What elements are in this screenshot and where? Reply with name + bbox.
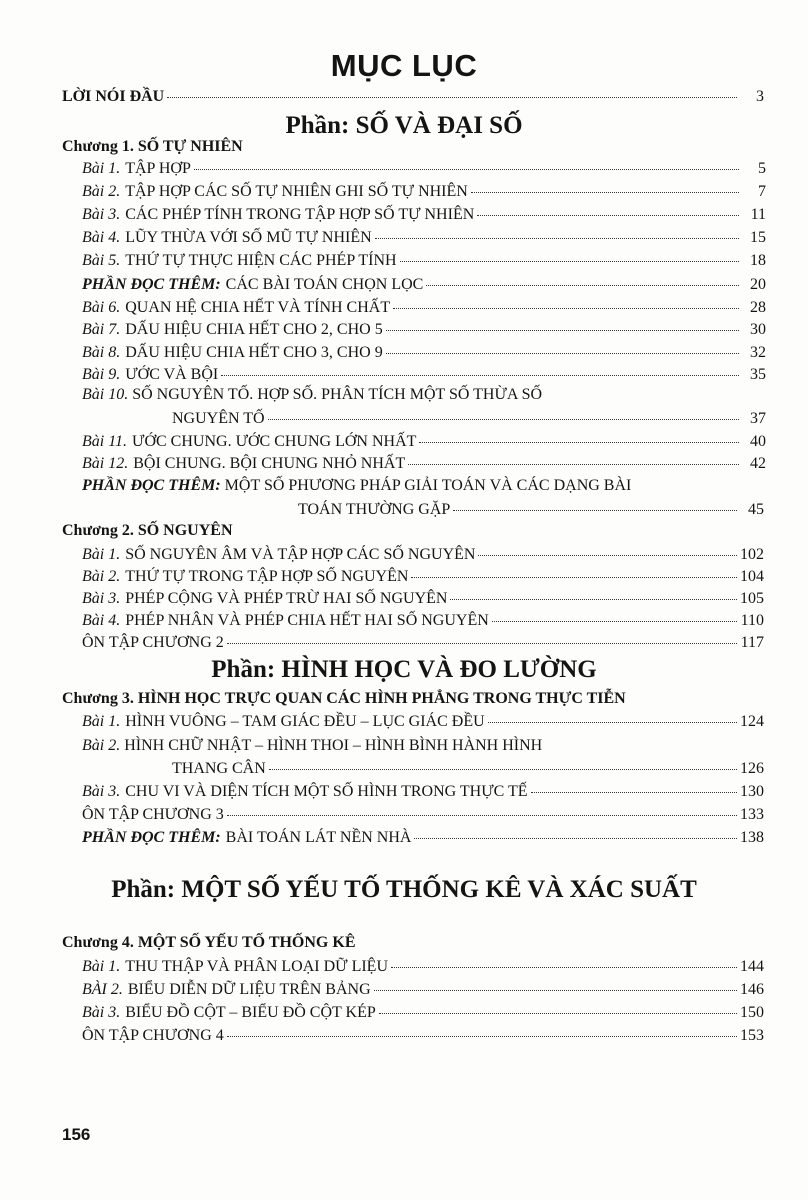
entry-text: BÀI TOÁN LÁT NỀN NHÀ bbox=[225, 829, 412, 846]
entry-label: Bài 11. bbox=[82, 433, 128, 450]
leader-dots bbox=[492, 621, 737, 622]
page-ref: 104 bbox=[740, 568, 764, 585]
toc-entry bbox=[82, 829, 764, 851]
leader-dots bbox=[269, 769, 737, 770]
toc-entry bbox=[82, 206, 766, 228]
part-title: Phần: HÌNH HỌC VÀ ĐO LƯỜNG bbox=[211, 656, 597, 683]
toc-entry bbox=[82, 455, 766, 477]
page-ref: 153 bbox=[740, 1027, 764, 1044]
leader-dots bbox=[414, 838, 737, 839]
page-ref: 40 bbox=[750, 433, 766, 450]
leader-dots bbox=[221, 375, 739, 376]
toc-entry bbox=[172, 760, 764, 782]
page-ref: 5 bbox=[758, 160, 766, 177]
entry-continuation: THANG CÂN bbox=[172, 760, 266, 777]
page-ref: 3 bbox=[756, 88, 764, 105]
entry-label: Bài 10. bbox=[82, 386, 129, 403]
entry-label: Bài 3. bbox=[82, 783, 121, 800]
part-title: Phần: MỘT SỐ YẾU TỐ THỐNG KÊ VÀ XÁC SUẤT bbox=[111, 876, 697, 903]
entry-text: LŨY THỪA VỚI SỐ MŨ TỰ NHIÊN bbox=[125, 229, 372, 246]
toc-entry bbox=[172, 410, 766, 432]
entry-text: ƯỚC VÀ BỘI bbox=[125, 366, 219, 383]
page-ref: 133 bbox=[740, 806, 764, 823]
entry-label: Bài 9. bbox=[82, 366, 121, 383]
toc-entry bbox=[82, 183, 766, 205]
leader-dots bbox=[408, 464, 739, 465]
toc-entry bbox=[82, 806, 764, 828]
page-ref: 42 bbox=[750, 455, 766, 472]
page-ref: 130 bbox=[740, 783, 764, 800]
entry-label: Bài 2. bbox=[82, 183, 121, 200]
toc-entry bbox=[82, 252, 766, 274]
entry-text: SỐ NGUYÊN TỐ. HỢP SỐ. PHÂN TÍCH MỘT SỐ THỪA SỐ bbox=[132, 386, 543, 403]
entry-label: Bài 1. bbox=[82, 713, 121, 730]
leader-dots bbox=[477, 215, 739, 216]
toc-entry bbox=[82, 276, 766, 298]
entry-label: Bài 1. bbox=[82, 546, 121, 563]
toc-entry bbox=[82, 433, 766, 455]
page-ref: 138 bbox=[740, 829, 764, 846]
page-ref: 126 bbox=[740, 760, 764, 777]
leader-dots bbox=[227, 643, 737, 644]
page-number: 156 bbox=[62, 1125, 91, 1144]
page-ref: 15 bbox=[750, 229, 766, 246]
page-ref: 32 bbox=[750, 344, 766, 361]
leader-dots bbox=[268, 419, 739, 420]
toc-entry-first-line bbox=[82, 477, 631, 495]
entry-text: ÔN TẬP CHƯƠNG 2 bbox=[82, 634, 224, 651]
toc-entry-intro bbox=[62, 88, 764, 110]
entry-label: Bài 6. bbox=[82, 299, 121, 316]
toc-entry bbox=[82, 958, 764, 980]
entry-text: BIỂU ĐỒ CỘT – BIỂU ĐỒ CỘT KÉP bbox=[125, 1004, 376, 1021]
page-ref: 146 bbox=[740, 981, 764, 998]
toc-entry bbox=[82, 590, 764, 612]
entry-text: THỨ TỰ THỰC HIỆN CÁC PHÉP TÍNH bbox=[125, 252, 397, 269]
toc-entry bbox=[82, 1027, 764, 1049]
entry-text: PHÉP CỘNG VÀ PHÉP TRỪ HAI SỐ NGUYÊN bbox=[125, 590, 448, 607]
entry-text: HÌNH CHỮ NHẬT – HÌNH THOI – HÌNH BÌNH HÀNH HÌNH bbox=[124, 737, 543, 754]
entry-label: PHẦN ĐỌC THÊM: bbox=[82, 477, 221, 494]
leader-dots bbox=[450, 599, 737, 600]
page-ref: 117 bbox=[740, 634, 764, 651]
page-ref: 11 bbox=[750, 206, 766, 223]
entry-label: Bài 2. bbox=[82, 737, 121, 754]
chapter-heading: Chương 2. SỐ NGUYÊN bbox=[62, 522, 233, 539]
page-ref: 144 bbox=[740, 958, 764, 975]
leader-dots bbox=[391, 967, 737, 968]
leader-dots bbox=[426, 285, 739, 286]
toc-entry bbox=[82, 713, 764, 735]
leader-dots bbox=[374, 990, 737, 991]
entry-text: MỘT SỐ PHƯƠNG PHÁP GIẢI TOÁN VÀ CÁC DẠNG BÀI bbox=[224, 477, 632, 494]
toc-entry bbox=[82, 612, 764, 634]
toc-entry bbox=[82, 634, 764, 656]
toc-entry bbox=[82, 321, 766, 343]
page-ref: 45 bbox=[748, 501, 764, 518]
entry-text: THU THẬP VÀ PHÂN LOẠI DỮ LIỆU bbox=[125, 958, 388, 975]
toc-entry-first-line bbox=[82, 737, 542, 755]
page-ref: 18 bbox=[750, 252, 766, 269]
leader-dots bbox=[531, 792, 737, 793]
page-ref: 28 bbox=[750, 299, 766, 316]
entry-text: DẤU HIỆU CHIA HẾT CHO 3, CHO 9 bbox=[125, 344, 383, 361]
page-title: MỤC LỤC bbox=[330, 48, 478, 83]
entry-text: CÁC BÀI TOÁN CHỌN LỌC bbox=[225, 276, 424, 293]
leader-dots bbox=[167, 97, 737, 98]
chapter-heading: Chương 1. SỐ TỰ NHIÊN bbox=[62, 138, 243, 155]
toc-entry bbox=[82, 568, 764, 590]
entry-continuation: NGUYÊN TỐ bbox=[172, 410, 265, 427]
page-ref: 105 bbox=[740, 590, 764, 607]
leader-dots bbox=[194, 169, 739, 170]
page-ref: 7 bbox=[758, 183, 766, 200]
page-ref: 37 bbox=[750, 410, 766, 427]
leader-dots bbox=[375, 238, 739, 239]
entry-label: Bài 1. bbox=[82, 958, 121, 975]
toc-entry bbox=[82, 546, 764, 568]
toc-entry bbox=[82, 783, 764, 805]
intro-text: LỜI NÓI ĐẦU bbox=[62, 88, 165, 105]
toc-entry-first-line bbox=[82, 386, 542, 404]
entry-label: Bài 4. bbox=[82, 229, 121, 246]
page-ref: 102 bbox=[740, 546, 764, 563]
entry-text: THỨ TỰ TRONG TẬP HỢP SỐ NGUYÊN bbox=[125, 568, 409, 585]
entry-text: DẤU HIỆU CHIA HẾT CHO 2, CHO 5 bbox=[125, 321, 383, 338]
page-ref: 35 bbox=[750, 366, 766, 383]
entry-continuation: TOÁN THƯỜNG GẶP bbox=[298, 501, 451, 518]
entry-label: Bài 2. bbox=[82, 568, 121, 585]
entry-text: TẬP HỢP CÁC SỐ TỰ NHIÊN GHI SỐ TỰ NHIÊN bbox=[125, 183, 468, 200]
toc-entry bbox=[82, 1004, 764, 1026]
part-title: Phần: SỐ VÀ ĐẠI SỐ bbox=[285, 112, 523, 139]
entry-label: PHẦN ĐỌC THÊM: bbox=[82, 829, 221, 846]
entry-label: Bài 3. bbox=[82, 206, 121, 223]
page-ref: 124 bbox=[740, 713, 764, 730]
entry-text: HÌNH VUÔNG – TAM GIÁC ĐỀU – LỤC GIÁC ĐỀU bbox=[125, 713, 485, 730]
leader-dots bbox=[400, 261, 739, 262]
entry-label: Bài 1. bbox=[82, 160, 121, 177]
leader-dots bbox=[411, 577, 737, 578]
entry-label: Bài 3. bbox=[82, 1004, 121, 1021]
entry-label: Bài 5. bbox=[82, 252, 121, 269]
entry-text: SỐ NGUYÊN ÂM VÀ TẬP HỢP CÁC SỐ NGUYÊN bbox=[125, 546, 476, 563]
page-ref: 150 bbox=[740, 1004, 764, 1021]
leader-dots bbox=[393, 308, 739, 309]
entry-text: TẬP HỢP bbox=[125, 160, 191, 177]
entry-text: ÔN TẬP CHƯƠNG 3 bbox=[82, 806, 224, 823]
entry-label: Bài 3. bbox=[82, 590, 121, 607]
leader-dots bbox=[471, 192, 739, 193]
toc-entry bbox=[298, 501, 764, 523]
page-ref: 20 bbox=[750, 276, 766, 293]
entry-text: PHÉP NHÂN VÀ PHÉP CHIA HẾT HAI SỐ NGUYÊN bbox=[125, 612, 489, 629]
entry-label: Bài 4. bbox=[82, 612, 121, 629]
leader-dots bbox=[227, 815, 737, 816]
entry-text: ÔN TẬP CHƯƠNG 4 bbox=[82, 1027, 224, 1044]
leader-dots bbox=[379, 1013, 737, 1014]
chapter-heading: Chương 4. MỘT SỐ YẾU TỐ THỐNG KÊ bbox=[62, 934, 356, 951]
entry-label: Bài 7. bbox=[82, 321, 121, 338]
entry-text: QUAN HỆ CHIA HẾT VÀ TÍNH CHẤT bbox=[125, 299, 391, 316]
entry-text: CHU VI VÀ DIỆN TÍCH MỘT SỐ HÌNH TRONG THỰC TẾ bbox=[125, 783, 528, 800]
toc-entry bbox=[82, 981, 764, 1003]
entry-label: Bài 12. bbox=[82, 455, 129, 472]
toc-entry bbox=[82, 160, 766, 182]
entry-label: PHẦN ĐỌC THÊM: bbox=[82, 276, 221, 293]
entry-text: BỘI CHUNG. BỘI CHUNG NHỎ NHẤT bbox=[133, 455, 406, 472]
toc-entry bbox=[82, 229, 766, 251]
entry-text: ƯỚC CHUNG. ƯỚC CHUNG LỚN NHẤT bbox=[132, 433, 417, 450]
toc-entry bbox=[82, 344, 766, 366]
leader-dots bbox=[386, 330, 739, 331]
page-ref: 110 bbox=[740, 612, 764, 629]
toc-entry bbox=[82, 299, 766, 321]
leader-dots bbox=[488, 722, 737, 723]
entry-text: BIỂU DIỄN DỮ LIỆU TRÊN BẢNG bbox=[127, 981, 371, 998]
entry-label: BÀI 2. bbox=[82, 981, 123, 998]
leader-dots bbox=[478, 555, 737, 556]
entry-label: Bài 8. bbox=[82, 344, 121, 361]
leader-dots bbox=[386, 353, 739, 354]
toc-entry bbox=[82, 366, 766, 388]
chapter-heading: Chương 3. HÌNH HỌC TRỰC QUAN CÁC HÌNH PHẲNG TRONG THỰC TIỄN bbox=[62, 690, 626, 707]
entry-text: CÁC PHÉP TÍNH TRONG TẬP HỢP SỐ TỰ NHIÊN bbox=[125, 206, 475, 223]
leader-dots bbox=[453, 510, 737, 511]
leader-dots bbox=[227, 1036, 737, 1037]
leader-dots bbox=[419, 442, 739, 443]
page-ref: 30 bbox=[750, 321, 766, 338]
